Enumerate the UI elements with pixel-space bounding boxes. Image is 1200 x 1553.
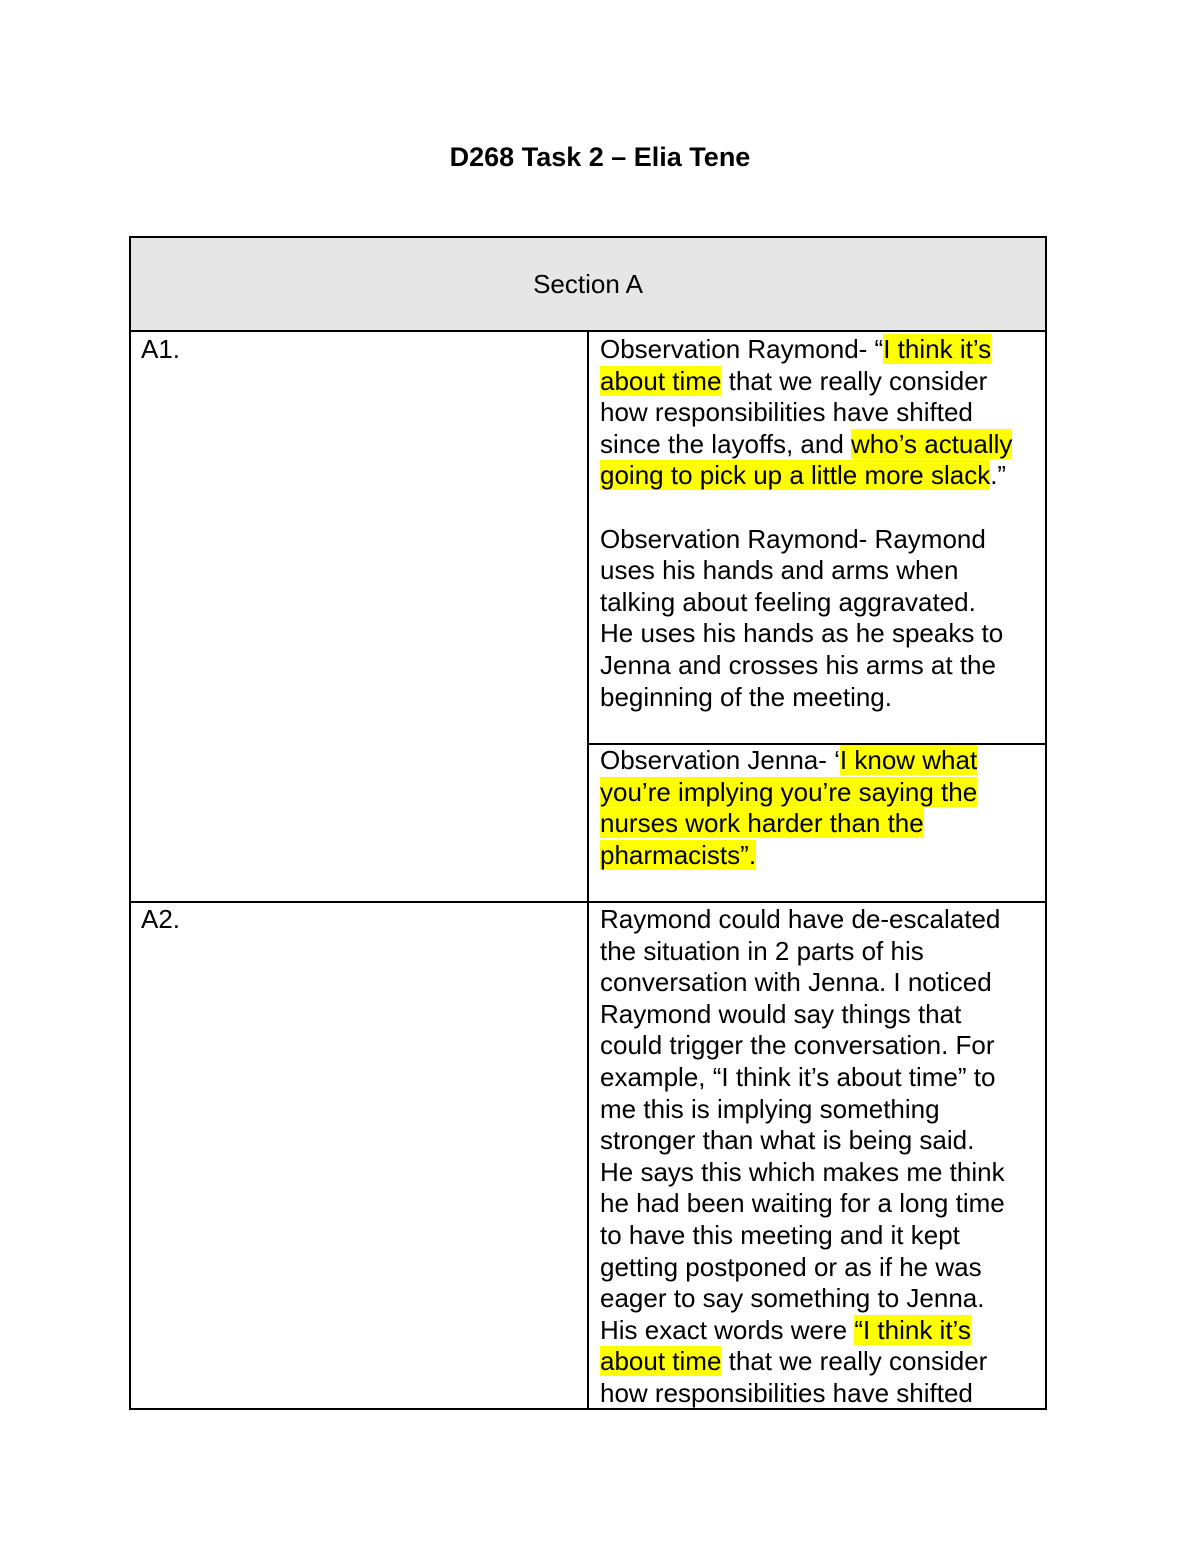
text-line: about time that we really consider	[600, 1346, 988, 1377]
highlight: who’s actually	[851, 428, 1013, 459]
text-line: going to pick up a little more slack.”	[600, 460, 1007, 491]
text-line: talking about feeling aggravated.	[600, 586, 976, 617]
text-line	[600, 777, 1040, 809]
text-line: stronger than what is being said.	[600, 1125, 975, 1156]
highlight: going to pick up a little more slack	[600, 460, 991, 491]
text-line: example, “I think it’s about time” to	[600, 1061, 996, 1092]
text-line: Raymond could have de-escalated	[600, 904, 1001, 934]
text-line: could trigger the conversation. For	[600, 1030, 995, 1061]
row-label-a2: A2.	[141, 904, 181, 934]
text-line: since the layoffs, and who’s actually	[600, 428, 1013, 459]
highlight: about time	[600, 1346, 722, 1377]
text-line: uses his hands and arms when	[600, 555, 959, 586]
text-line: he had been waiting for a long time	[600, 1188, 1005, 1219]
row-divider	[129, 901, 1047, 903]
highlight: you’re implying you’re saying the	[600, 776, 978, 807]
text-line: He uses his hands as he speaks to	[600, 618, 1004, 649]
column-divider	[587, 330, 589, 1410]
highlight: nurses work harder than the	[600, 808, 924, 839]
highlight: about time	[600, 365, 722, 396]
text-line: to have this meeting and it kept	[600, 1219, 960, 1250]
text-line: how responsibilities have shifted	[600, 1377, 973, 1408]
a1-observation-raymond-quote	[600, 334, 1040, 713]
text-line: getting postponed or as if he was	[600, 1251, 982, 1282]
document-title: D268 Task 2 – Elia Tene	[449, 142, 751, 172]
text-line: His exact words were “I think it’s	[600, 1314, 971, 1345]
row-label-a1: A1.	[141, 334, 181, 364]
text-line: the situation in 2 parts of his	[600, 935, 924, 966]
text-line: Observation Jenna- ‘I know what	[600, 745, 978, 775]
text-line	[600, 840, 1040, 872]
text-line: how responsibilities have shifted	[600, 397, 973, 428]
text-line: Jenna and crosses his arms at the	[600, 649, 996, 680]
text-line: about time that we really consider	[600, 365, 988, 396]
text-line: Raymond would say things that	[600, 998, 962, 1029]
highlight: pharmacists”.	[600, 839, 757, 870]
a2-analysis	[600, 904, 1040, 1410]
text-line: me this is implying something	[600, 1093, 940, 1124]
highlight: I know what	[839, 745, 978, 775]
text-line: beginning of the meeting.	[600, 681, 892, 712]
highlight: I think it’s	[883, 334, 992, 364]
a1-observation-jenna	[600, 745, 1040, 871]
text-line: conversation with Jenna. I noticed	[600, 967, 992, 998]
text-line	[600, 808, 1040, 840]
text-line: He says this which makes me think	[600, 1156, 1005, 1187]
text-line: Observation Raymond- Raymond	[600, 523, 986, 554]
text-line: Observation Raymond- “I think it’s	[600, 334, 992, 364]
section-label: Section A	[533, 269, 643, 299]
highlight: “I think it’s	[854, 1314, 971, 1345]
text-line: eager to say something to Jenna.	[600, 1283, 985, 1314]
